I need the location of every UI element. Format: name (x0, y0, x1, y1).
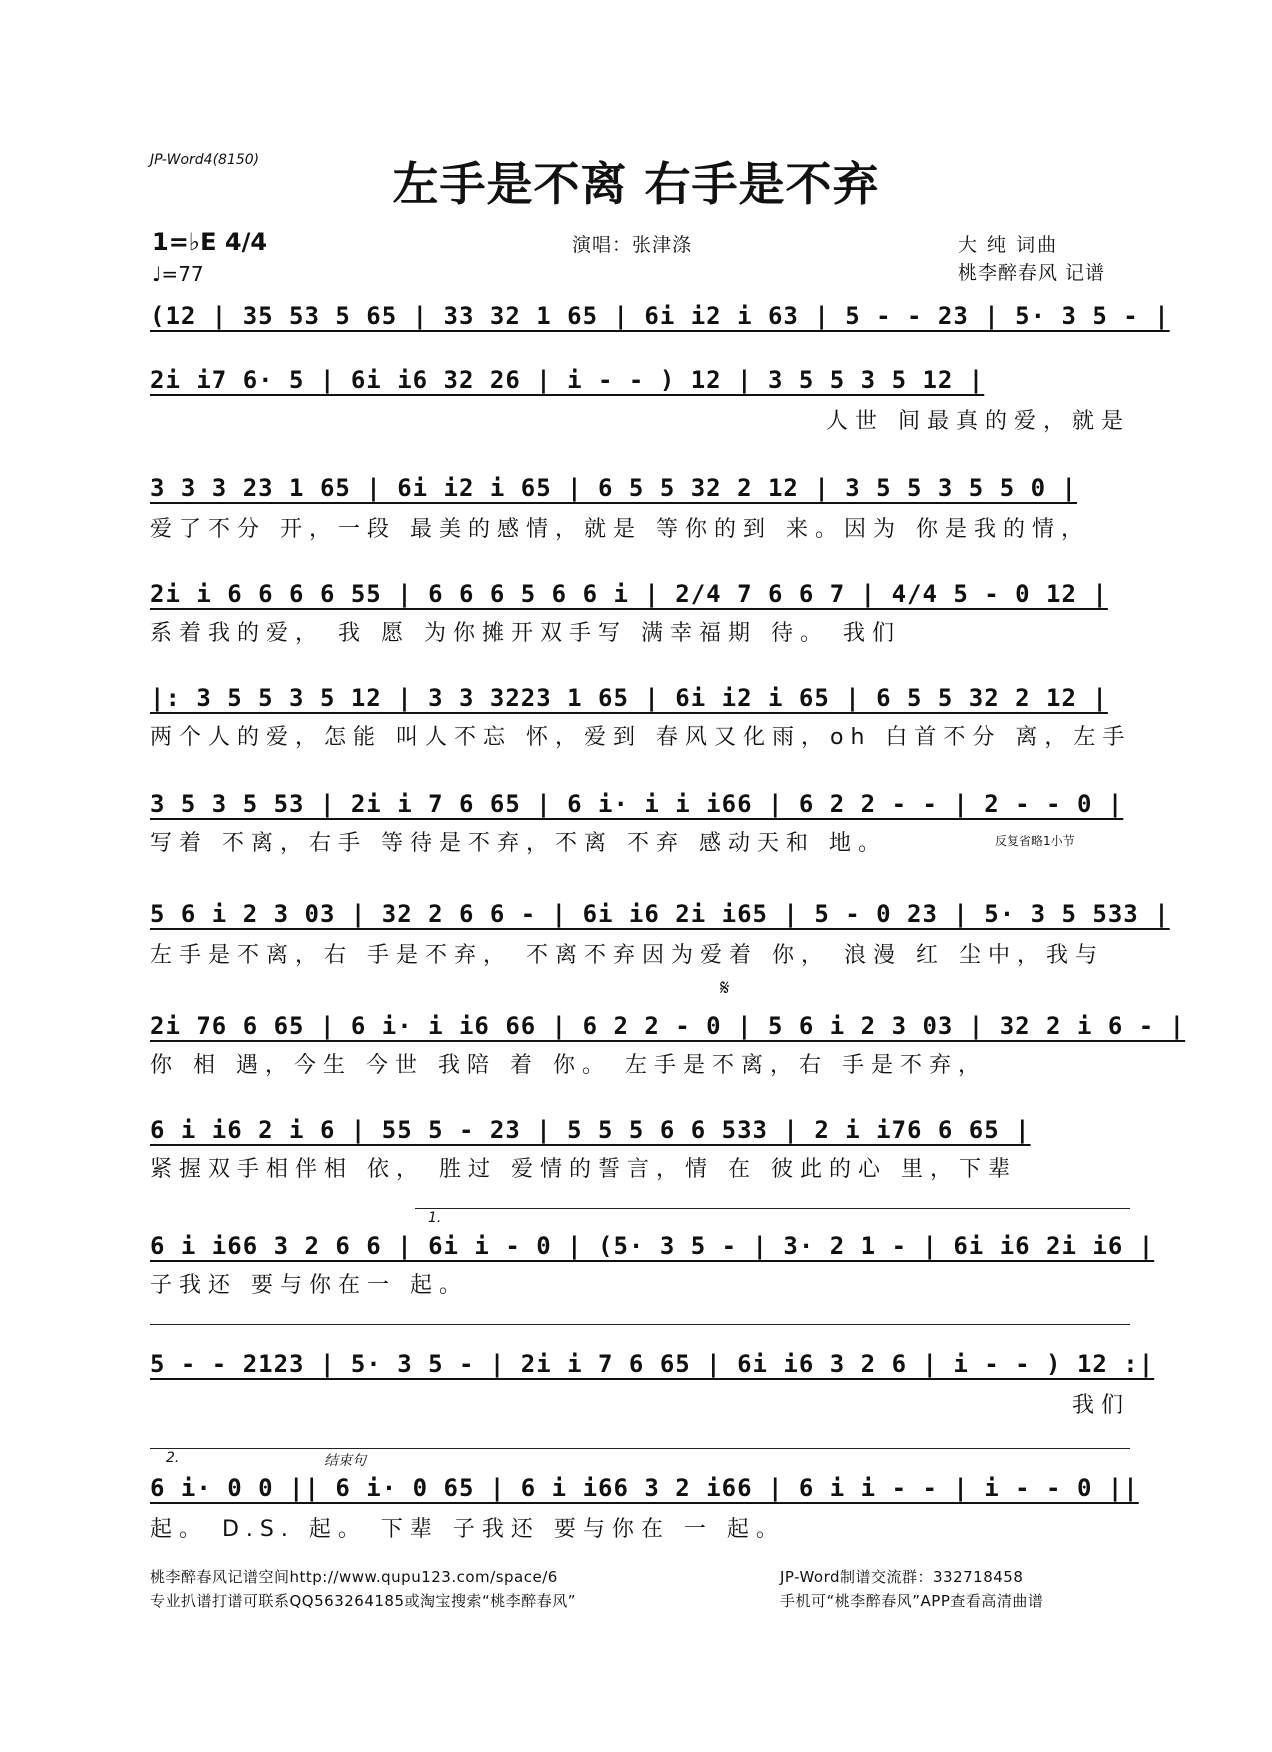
notation-row: 6 i i66 3 2 6 6 | 6i i - 0 | (5· 3 5 - | 3· 2 1 - | 6i i6 2i i6 | (150, 1232, 1155, 1260)
lyric-line: 两个人的爱，怎能 叫人不忘 怀，爱到 春风又化雨，oh 白首不分 离，左手 (150, 725, 1132, 750)
ending-label: 结束句 (324, 1453, 366, 1469)
lyric-line: 我们 (1071, 1393, 1130, 1418)
footer-app: 手机可“桃李醉春风”APP查看高清曲谱 (780, 1592, 1044, 1610)
lyricist-composer-credit: 大 纯 词曲 (958, 234, 1059, 256)
notation-row: 6 i i6 2 i 6 | 55 5 - 23 | 5 5 5 6 6 533 | 2 i i76 6 65 | (150, 1116, 1031, 1144)
volta-bracket (150, 1324, 1130, 1325)
footer-contact: 专业扒谱打谱可联系QQ563264185或淘宝搜索“桃李醉春风” (150, 1592, 577, 1610)
repeat-note: 反复省略1小节 (995, 834, 1075, 848)
lyric-line: 子我还 要与你在一 起。 (150, 1273, 468, 1298)
lyric-line: 爱了不分 开，一段 最美的感情，就是 等你的到 来。因为 你是我的情， (150, 517, 1090, 542)
lyric-line: 紧握双手相伴相 依， 胜过 爱情的誓言，情 在 彼此的心 里，下辈 (150, 1157, 1017, 1182)
notation-row: 2i i7 6· 5 | 6i i6 32 26 | i - - ) 12 | 3 5 5 3 5 12 | (150, 366, 985, 394)
lyric-line: 系着我的爱， 我 愿 为你摊开双手写 满幸福期 待。 我们 (150, 621, 901, 646)
volta-bracket (415, 1208, 1130, 1209)
segno-sign: 𝄋 (720, 976, 730, 1001)
key-signature: 1=♭E 4/4 (152, 228, 268, 256)
volta-bracket (150, 1448, 1130, 1449)
lyric-line: 起。 D.S. 起。 下辈 子我还 要与你在 一 起。 (150, 1517, 785, 1542)
lyric-line: 人世 间最真的爱，就是 (826, 409, 1130, 434)
lyric-line: 左手是不离，右 手是不弃， 不离不弃因为爱着 你， 浪漫 红 尘中，我与 (150, 943, 1104, 968)
notation-row: |: 3 5 5 3 5 12 | 3 3 3223 1 65 | 6i i2 i 65 | 6 5 5 32 2 12 | (150, 684, 1108, 712)
lyric-line: 写着 不离，右手 等待是不弃，不离 不弃 感动天和 地。 (150, 831, 887, 856)
notation-row: 3 3 3 23 1 65 | 6i i2 i 65 | 6 5 5 32 2 12 | 3 5 5 3 5 5 0 | (150, 474, 1077, 502)
notation-row: (12 | 35 53 5 65 | 33 32 1 65 | 6i i2 i 63 | 5 - - 23 | 5· 3 5 - | (150, 302, 1170, 330)
transcriber-credit: 桃李醉春风 记谱 (958, 262, 1106, 284)
notation-row: 6 i· 0 0 || 6 i· 0 65 | 6 i i66 3 2 i66 | 6 i i - - | i - - 0 || (150, 1474, 1139, 1502)
volta-2-label: 2. (166, 1450, 180, 1466)
footer-group: JP-Word制谱交流群：332718458 (780, 1568, 1024, 1586)
song-title: 左手是不离 右手是不弃 (392, 157, 880, 211)
volta-1-label: 1. (428, 1210, 442, 1226)
notation-row: 5 6 i 2 3 03 | 32 2 6 6 - | 6i i6 2i i65 | 5 - 0 23 | 5· 3 5 533 | (150, 900, 1170, 928)
software-brand: JP-Word4(8150) (150, 152, 260, 168)
singer-credit: 演唱：张津涤 (572, 234, 693, 256)
notation-row: 3 5 3 5 53 | 2i i 7 6 65 | 6 i· i i i66 | 6 2 2 - - | 2 - - 0 | (150, 790, 1124, 818)
notation-row: 5 - - 2123 | 5· 3 5 - | 2i i 7 6 65 | 6i i6 3 2 6 | i - - ) 12 :| (150, 1350, 1155, 1378)
notation-row: 2i 76 6 65 | 6 i· i i6 66 | 6 2 2 - 0 | 5 6 i 2 3 03 | 32 2 i 6 - | (150, 1012, 1186, 1040)
notation-row: 2i i 6 6 6 6 55 | 6 6 6 5 6 6 i | 2/4 7 6 6 7 | 4/4 5 - 0 12 | (150, 580, 1108, 608)
lyric-line: 你 相 遇，今生 今世 我陪 着 你。 左手是不离，右 手是不弃， (150, 1053, 987, 1078)
footer-website: 桃李醉春风记谱空间http://www.qupu123.com/space/6 (150, 1568, 558, 1586)
tempo-mark: ♩=77 (152, 262, 204, 286)
